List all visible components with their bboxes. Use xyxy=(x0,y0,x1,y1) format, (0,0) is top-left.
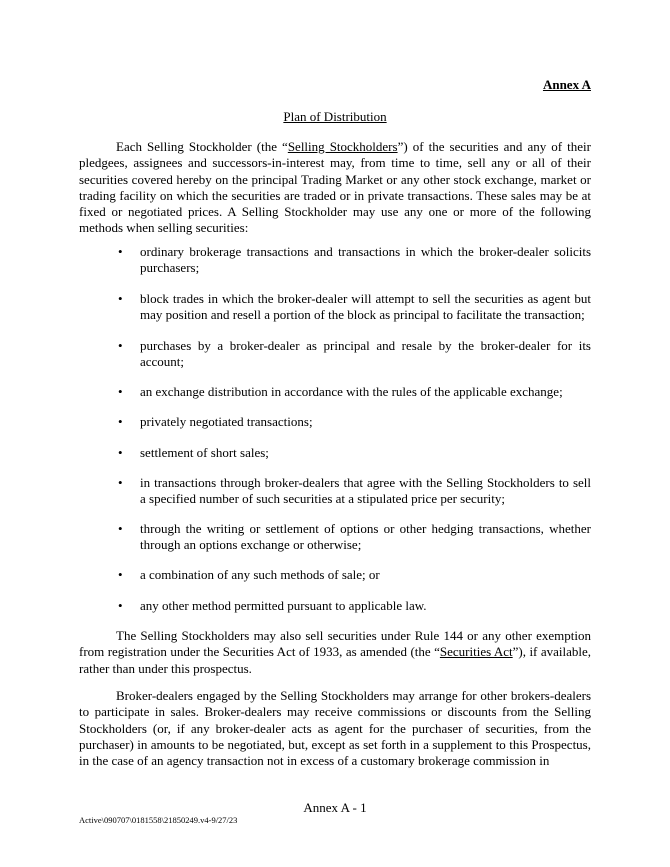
list-item-text: privately negotiated transactions; xyxy=(140,414,313,429)
list-item xyxy=(79,414,591,430)
rule144-text-pre: The Selling Stockholders may also sell securities under Rule 144 or any other exemption from registration under the Securities Act of 1933, as amended (the “ xyxy=(79,628,591,660)
bullet-icon: • xyxy=(118,567,123,582)
bullet-icon: • xyxy=(118,414,123,429)
list-item xyxy=(79,598,591,614)
list-item xyxy=(79,244,591,277)
bullet-icon: • xyxy=(118,244,123,259)
list-item-text: an exchange distribution in accordance with the rules of the applicable exchange; xyxy=(140,384,563,399)
list-item-text: through the writing or settlement of options or other hedging transactions, whether through an options exchange or otherwise; xyxy=(140,521,591,553)
list-item-text: in transactions through broker-dealers that agree with the Selling Stockholders to sell a specified number of such securities at a stipulated price per security; xyxy=(140,475,591,507)
bullet-icon: • xyxy=(118,598,123,613)
list-item-text: any other method permitted pursuant to applicable law. xyxy=(140,598,427,613)
bullet-icon: • xyxy=(118,338,123,353)
broker-dealers-paragraph: Broker-dealers engaged by the Selling Stockholders may arrange for other brokers-dealers to participate in sales. Broker-dealers may receive commissions or discounts from the Selling Stockholders (or, if any broker-dealer acts as agent for the purchaser of securities, from the purchaser) in amounts to be negotiated, but, except as set forth in a supplement to this Prospectus, in the case of an agency transaction not in excess of a customary brokerage commission in xyxy=(79,688,591,769)
list-item-text: settlement of short sales; xyxy=(140,445,269,460)
list-item xyxy=(79,384,591,400)
defined-term-selling-stockholders: Selling Stockholders xyxy=(287,139,398,154)
list-item xyxy=(79,445,591,461)
bullet-icon: • xyxy=(118,521,123,536)
list-item xyxy=(79,475,591,508)
bullet-icon: • xyxy=(118,384,123,399)
list-item xyxy=(79,521,591,554)
bullet-icon: • xyxy=(118,475,123,490)
section-title: Plan of Distribution xyxy=(283,109,387,124)
defined-term-securities-act: Securities Act xyxy=(439,644,513,660)
rule144-text-post: ”), if available, rather than under this prospectus. xyxy=(79,644,591,676)
bullet-icon: • xyxy=(118,291,123,306)
page-number: Annex A - 1 xyxy=(303,800,367,815)
list-item-text: block trades in which the broker-dealer will attempt to sell the securities as agent but may position and resell a portion of the block as principal to facilitate the transaction; xyxy=(140,291,591,323)
list-item-text: purchases by a broker-dealer as principal and resale by the broker-dealer for its account; xyxy=(140,338,591,370)
intro-text-post: ”) of the securities and any of their pledgees, assignees and successors-in-interest may, from time to time, sell any or all of their securities covered hereby on the principal Trading Market or any other stock exchange, market or trading facility on which the securities are traded or in private transactions. These sales may be at fixed or negotiated prices. A Selling Stockholder may use any one or more of the following methods when selling securities: xyxy=(79,139,591,236)
list-item xyxy=(79,338,591,371)
intro-paragraph xyxy=(79,139,591,237)
list-item-text: a combination of any such methods of sale; or xyxy=(140,567,380,582)
annex-heading: Annex A xyxy=(542,77,591,92)
list-item xyxy=(79,291,591,324)
rule144-paragraph xyxy=(79,628,591,677)
document-id: Active\090707\0181558\21850249.v4-9/27/23 xyxy=(79,815,238,825)
intro-text-pre: Each Selling Stockholder (the “ xyxy=(116,139,288,154)
bullet-icon: • xyxy=(118,445,123,460)
list-item-text: ordinary brokerage transactions and transactions in which the broker-dealer solicits purchasers; xyxy=(140,244,591,276)
list-item xyxy=(79,567,591,583)
